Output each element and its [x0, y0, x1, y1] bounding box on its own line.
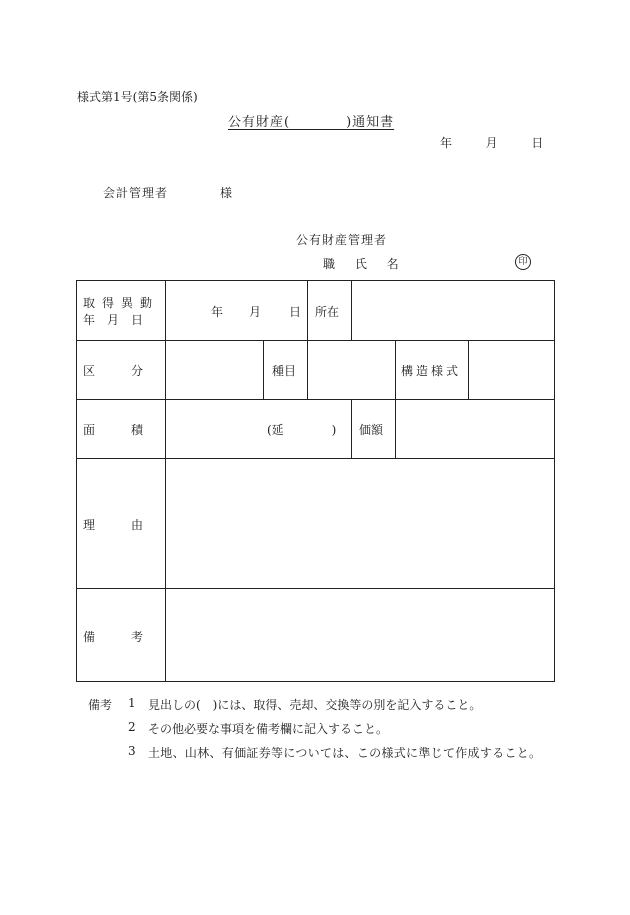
- acquisition-label-line2: 年 月 日: [83, 313, 144, 327]
- note-2-text: その他必要な事項を備考欄に記入すること。: [148, 722, 389, 736]
- date-day-label: 日: [531, 136, 544, 150]
- price-label: 価額: [359, 423, 384, 437]
- date-month-label: 月: [485, 136, 498, 150]
- kind-label: 種目: [272, 364, 297, 378]
- acq-date-year: 年: [211, 305, 224, 319]
- category-label: 区 分: [83, 364, 144, 378]
- remarks-label: 備 考: [83, 630, 144, 644]
- property-notice-table: [76, 280, 555, 682]
- note-1-text: 見出しの( )には、取得、売却、交換等の別を記入すること。: [148, 698, 482, 712]
- sender-title: 公有財産管理者: [296, 233, 388, 247]
- date-year-label: 年: [440, 136, 453, 150]
- note-3-text: 土地、山林、有価証券等については、この様式に準じて作成すること。: [148, 746, 542, 760]
- issue-date: [440, 134, 543, 151]
- location-label: 所在: [315, 305, 340, 319]
- addressee-honorific: 様: [220, 186, 234, 200]
- addressee-name: 会計管理者: [103, 186, 169, 200]
- seal-mark: 印: [515, 254, 531, 270]
- note-2-number: 2: [128, 720, 136, 734]
- reason-label: 理 由: [83, 518, 144, 532]
- acq-date-day: 日: [289, 305, 302, 319]
- note-1-number: 1: [128, 696, 136, 710]
- addressee: [103, 184, 233, 201]
- acquisition-label-line1: 取得異動: [83, 296, 160, 310]
- acq-date-month: 月: [249, 305, 262, 319]
- structure-label: 構造様式: [401, 364, 462, 378]
- area-label: 面 積: [83, 423, 144, 437]
- document-title: 公有財産( )通知書: [228, 115, 395, 130]
- form-reference: 様式第1号(第5条関係): [77, 90, 198, 104]
- sender-name-label: 職 氏 名: [323, 257, 407, 271]
- note-3-number: 3: [128, 744, 136, 758]
- notes-heading: 備考: [88, 698, 113, 712]
- floor-area-note: (延 ): [267, 423, 337, 437]
